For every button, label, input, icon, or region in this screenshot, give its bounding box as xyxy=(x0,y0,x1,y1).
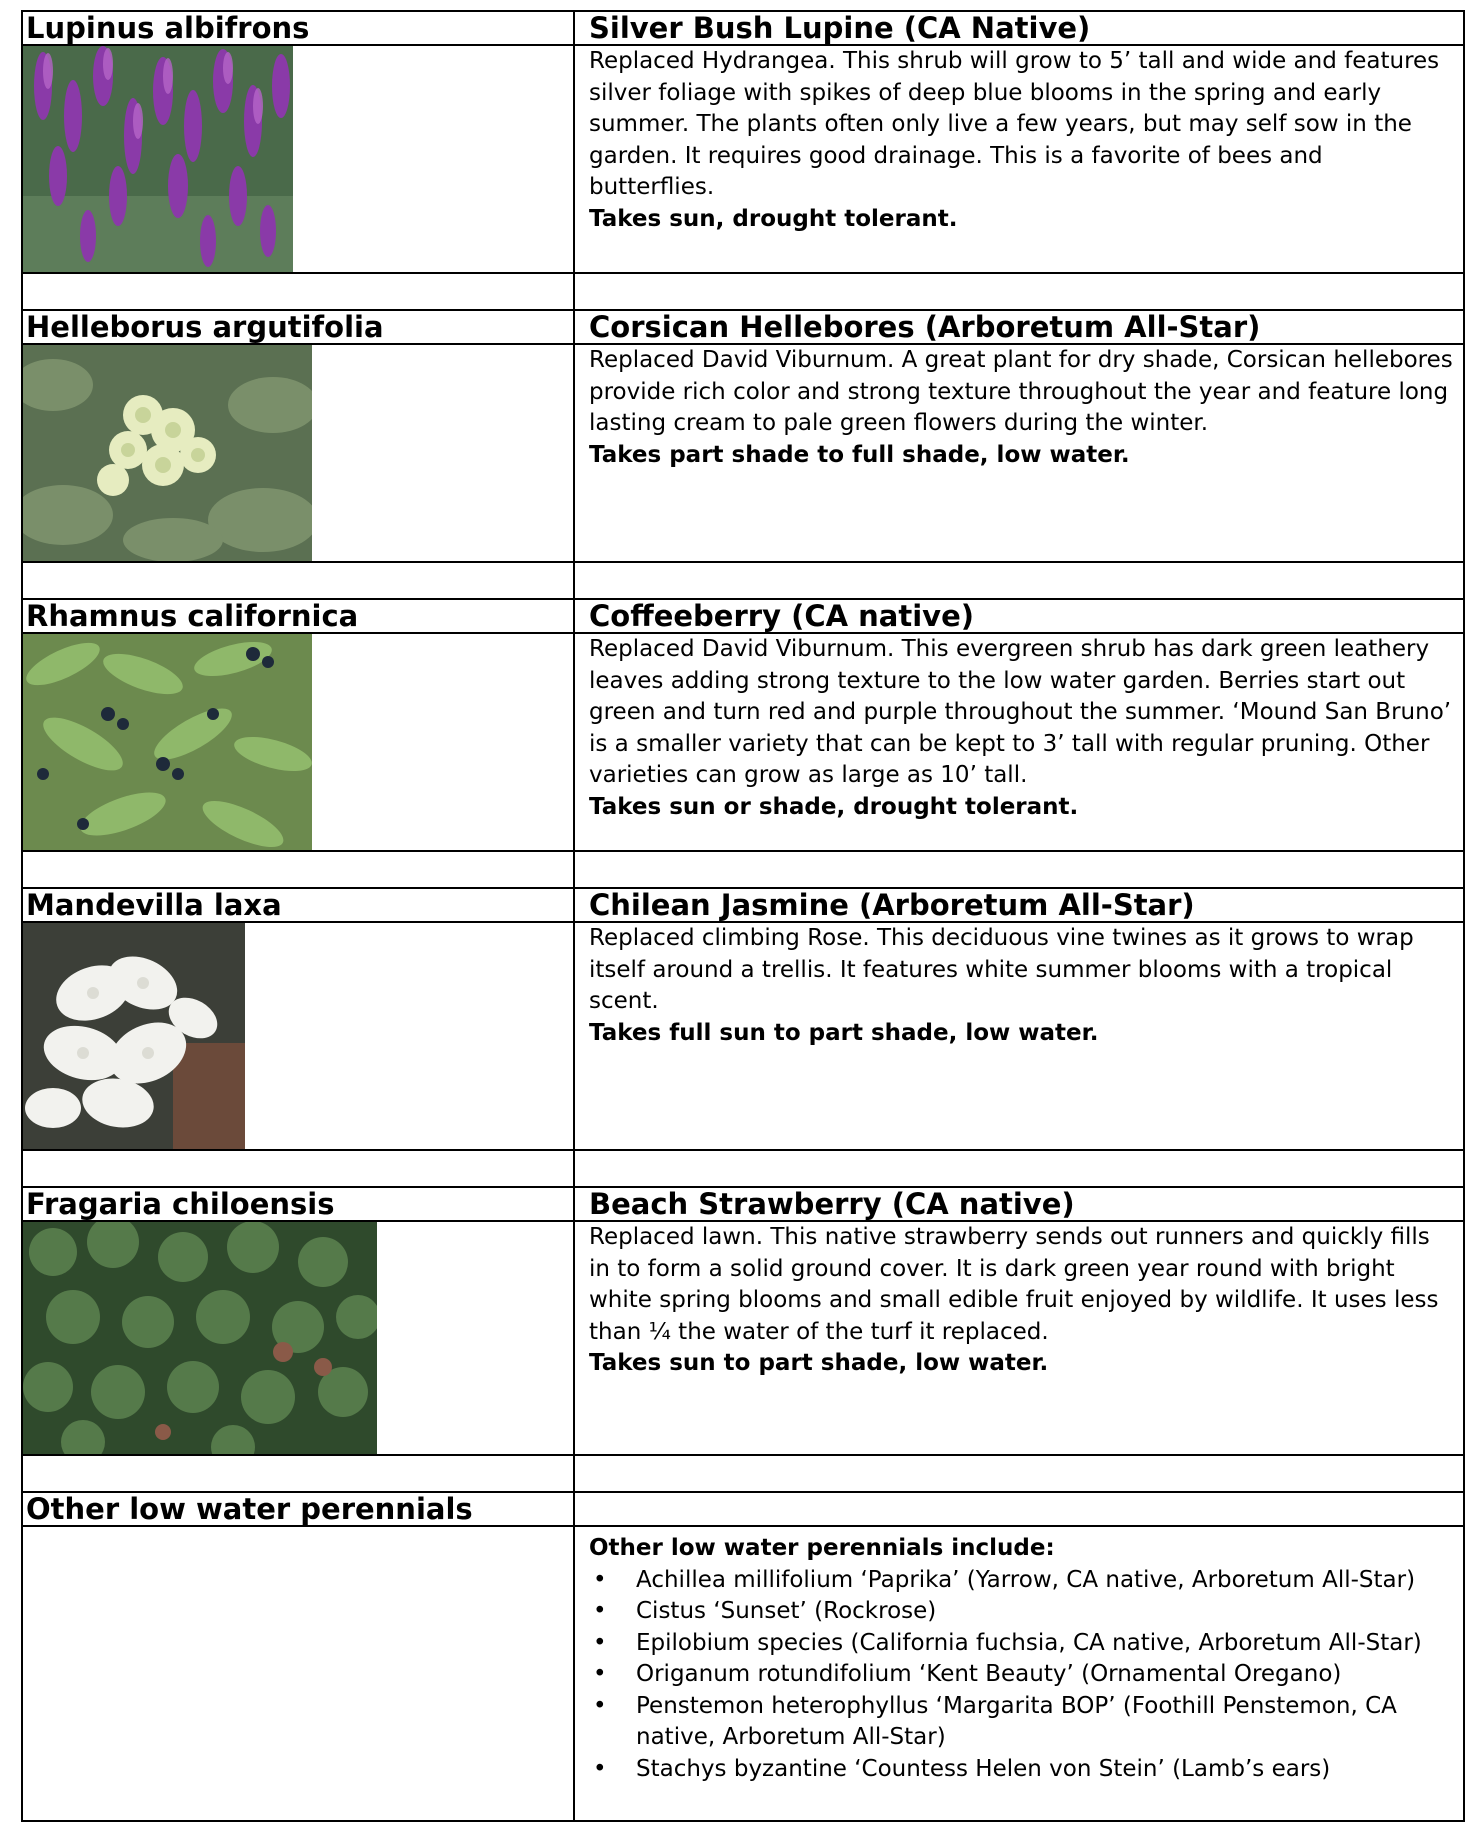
list-item: • Penstemon heterophyllus ‘Margarita BOP’ (Foothill Penstemon, CA native, Arboretum All-Star) xyxy=(589,1691,1455,1754)
jasmine-photo xyxy=(23,923,245,1149)
list-item: • Cistus ‘Sunset’ (Rockrose) xyxy=(589,1596,1455,1628)
plant-requirements: Takes part shade to full shade, low water. xyxy=(589,441,1130,468)
spacer-row xyxy=(22,1455,1464,1492)
common-name: Beach Strawberry (CA native) xyxy=(589,1188,1075,1220)
botanical-name: Fragaria chiloensis xyxy=(26,1188,335,1220)
plant-description: Replaced David Viburnum. A great plant for dry shade, Corsican hellebores provide rich color and strong texture throughout the year and feature long lasting cream to pale green flowers during the winter. xyxy=(589,347,1453,436)
spacer-row xyxy=(22,1150,1464,1187)
plant-body-row xyxy=(22,1221,1464,1455)
plant-header-row xyxy=(22,310,1464,344)
others-heading: Other low water perennials xyxy=(26,1493,473,1525)
spacer-row xyxy=(22,273,1464,310)
botanical-name: Lupinus albifrons xyxy=(26,12,310,44)
plant-header-row xyxy=(22,1187,1464,1221)
list-item: • Origanum rotundifolium ‘Kent Beauty’ (Ornamental Oregano) xyxy=(589,1659,1455,1691)
plant-header-row xyxy=(22,888,1464,922)
plant-description: Replaced lawn. This native strawberry sends out runners and quickly fills in to form a solid ground cover. It is dark green year round with bright white spring blooms and small edible fruit enjoyed by wildlife. It uses less than ¼ the water of the turf it replaced. xyxy=(589,1224,1439,1345)
list-item: • Epilobium species (California fuchsia, CA native, Arboretum All-Star) xyxy=(589,1628,1455,1660)
plant-body-row xyxy=(22,344,1464,562)
common-name: Coffeeberry (CA native) xyxy=(589,600,974,632)
lupine-photo xyxy=(23,46,293,272)
plant-description: Replaced David Viburnum. This evergreen shrub has dark green leathery leaves adding strong texture to the low water garden. Berries start out green and turn red and purple throughout the summer. ‘Mound San Bruno’ is a smaller variety that can be kept to 3’ tall with regular pruning. Other varieties can grow as large as 10’ tall. xyxy=(589,636,1452,788)
plant-requirements: Takes sun or shade, drought tolerant. xyxy=(589,793,1079,820)
botanical-name: Helleborus argutifolia xyxy=(26,311,384,343)
plant-header-row xyxy=(22,11,1464,45)
list-item: • Achillea millifolium ‘Paprika’ (Yarrow, CA native, Arboretum All-Star) xyxy=(589,1565,1455,1597)
spacer-row xyxy=(22,562,1464,599)
others-body-row xyxy=(22,1526,1464,1821)
botanical-name: Mandevilla laxa xyxy=(26,889,282,921)
strawberry-photo xyxy=(23,1222,377,1454)
spacer-row xyxy=(22,851,1464,888)
plant-requirements: Takes sun to part shade, low water. xyxy=(589,1350,1049,1376)
plant-description: Replaced climbing Rose. This deciduous vine twines as it grows to wrap itself around a trellis. It features white summer blooms with a tropical scent. xyxy=(589,925,1414,1014)
plant-body-row xyxy=(22,45,1464,273)
plant-body-row xyxy=(22,922,1464,1150)
others-list xyxy=(589,1565,1455,1786)
hellebore-photo xyxy=(23,345,312,561)
others-intro: Other low water perennials include: xyxy=(589,1535,1055,1561)
plant-requirements: Takes sun, drought tolerant. xyxy=(589,205,958,232)
others-header-row xyxy=(22,1492,1464,1526)
list-item: • Stachys byzantine ‘Countess Helen von Stein’ (Lamb’s ears) xyxy=(589,1754,1455,1786)
plant-requirements: Takes full sun to part shade, low water. xyxy=(589,1019,1099,1046)
botanical-name: Rhamnus californica xyxy=(26,600,359,632)
plant-description: Replaced Hydrangea. This shrub will grow to 5’ tall and wide and features silver foliage with spikes of deep blue blooms in the spring and early summer. The plants often only live a few years, but may self sow in the garden. It requires good drainage. This is a favorite of bees and butterflies. xyxy=(589,48,1440,200)
common-name: Chilean Jasmine (Arboretum All-Star) xyxy=(589,889,1195,921)
common-name: Silver Bush Lupine (CA Native) xyxy=(589,12,1091,44)
plant-header-row xyxy=(22,599,1464,633)
coffeeberry-photo xyxy=(23,634,312,850)
common-name: Corsican Hellebores (Arboretum All-Star) xyxy=(589,311,1261,343)
plant-body-row xyxy=(22,633,1464,851)
plant-table xyxy=(21,10,1465,1822)
